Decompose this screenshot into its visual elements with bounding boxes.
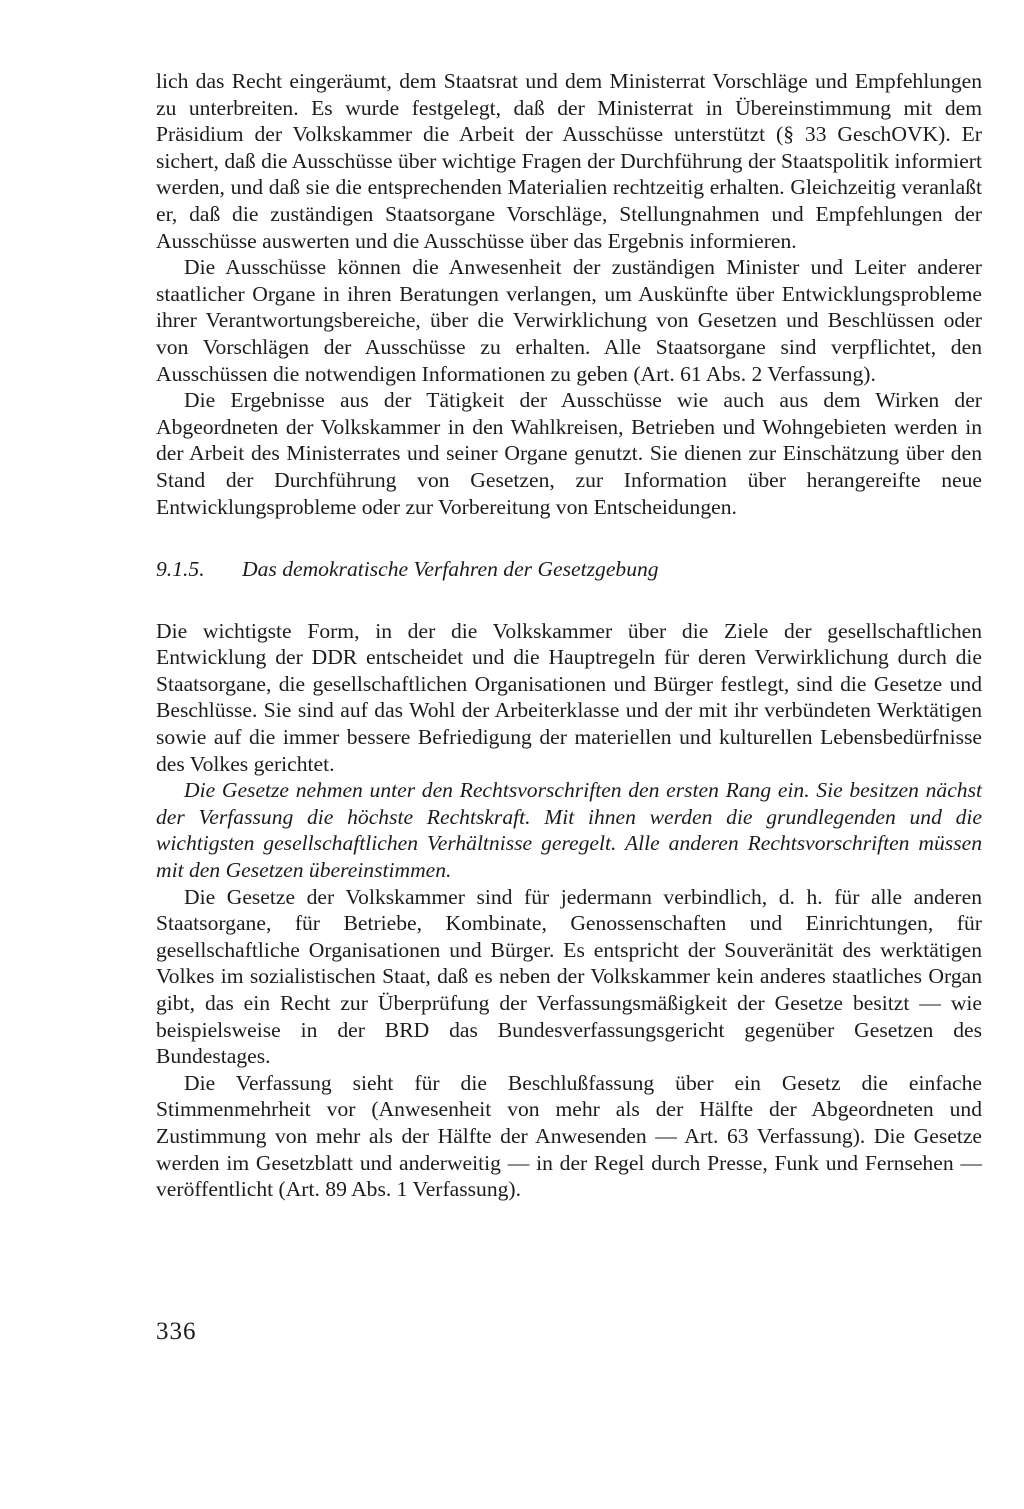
paragraph: Die Ausschüsse können die Anwesenheit der zuständigen Minister und Leiter anderer staatlicher Organe in ihren Beratungen verlangen, um Auskünfte über Entwicklungsprobleme ihrer Verantwortungsbereiche, über die Verwirklichung von Gesetzen und Beschlüssen oder von Vorschlägen der Ausschüsse zu erhalten. Alle Staatsorgane sind verpflichtet, den Ausschüssen die notwendigen Informationen zu geben (Art. 61 Abs. 2 Verfassung). (156, 255, 982, 386)
paragraph: Die Gesetze der Volkskammer sind für jedermann verbindlich, d. h. für alle anderen Staatsorgane, für Betriebe, Kombinate, Genossenschaften und Einrichtungen, für gesellschaftliche Organisationen und Bürger. Es entspricht der Souveränität des werktätigen Volkes im sozialistischen Staat, daß es neben der Volkskammer kein anderes staatliches Organ gibt, das ein Recht zur Überprüfung der Verfassungsmäßigkeit der Gesetze besitzt — wie beispielsweise in der BRD das Bundesverfassungsgericht gegenüber Gesetzen des Bundestages. (156, 884, 982, 1069)
document-page (156, 68, 982, 1203)
section-number: 9.1.5. (156, 557, 205, 582)
paragraph-italic: Die Gesetze nehmen unter den Rechtsvorschriften den ersten Rang ein. Sie besitzen nächst der Verfassung die höchste Rechtskraft. Mit ihnen werden die grundlegenden und die wichtigsten gesellschaftlichen Verhältnisse geregelt. Alle anderen Rechtsvorschriften müssen mit den Gesetzen übereinstimmen. (156, 778, 982, 883)
paragraph-continued: lich das Recht eingeräumt, dem Staatsrat und dem Ministerrat Vorschläge und Empfehlungen zu unterbreiten. Es wurde festgelegt, daß der Ministerrat in Übereinstimmung mit dem Präsidium der Volkskammer die Arbeit der Ausschüsse unterstützt (§ 33 GeschOVK). Er sichert, daß die Ausschüsse über wichtige Fragen der Durchführung der Staatspolitik informiert werden, und daß sie die entsprechenden Materialien rechtzeitig erhalten. Gleichzeitig veranlaßt er, daß die zuständigen Staatsorgane Vorschläge, Stellungnahmen und Empfehlungen der Ausschüsse auswerten und die Ausschüsse über das Ergebnis informieren. (156, 69, 982, 253)
paragraph: Die Ergebnisse aus der Tätigkeit der Ausschüsse wie auch aus dem Wirken der Abgeordneten der Volkskammer in den Wahlkreisen, Betrieben und Wohngebieten werden in der Arbeit des Ministerrates und seiner Organe genutzt. Sie dienen zur Einschätzung über den Stand der Durchführung von Gesetzen, zur Information über herangereifte neue Entwicklungsprobleme oder zur Vorbereitung von Entscheidungen. (156, 388, 982, 519)
page-number: 336 (156, 1318, 197, 1345)
paragraph: Die Verfassung sieht für die Beschlußfassung über ein Gesetz die einfache Stimmenmehrheit vor (Anwesenheit von mehr als der Hälfte der Abgeordneten und Zustimmung von mehr als der Hälfte der Anwesenden — Art. 63 Verfassung). Die Gesetze werden im Gesetzblatt und anderweitig — in der Regel durch Presse, Funk und Fernsehen — veröffentlicht (Art. 89 Abs. 1 Verfassung). (156, 1070, 982, 1202)
paragraph: Die wichtigste Form, in der die Volkskammer über die Ziele der gesellschaftlichen Entwicklung der DDR entscheidet und die Hauptregeln für deren Verwirklichung durch die Staatsorgane, die gesellschaftlichen Organisationen und Bürger festlegt, sind die Gesetze und Beschlüsse. Sie sind auf das Wohl der Arbeiterklasse und der mit ihr verbündeten Werktätigen sowie auf die immer bessere Befriedigung der materiellen und kulturellen Lebensbedürfnisse des Volkes gerichtet. (156, 618, 982, 776)
section-title: Das demokratische Verfahren der Gesetzgebung (242, 557, 659, 582)
section-heading (156, 556, 982, 583)
